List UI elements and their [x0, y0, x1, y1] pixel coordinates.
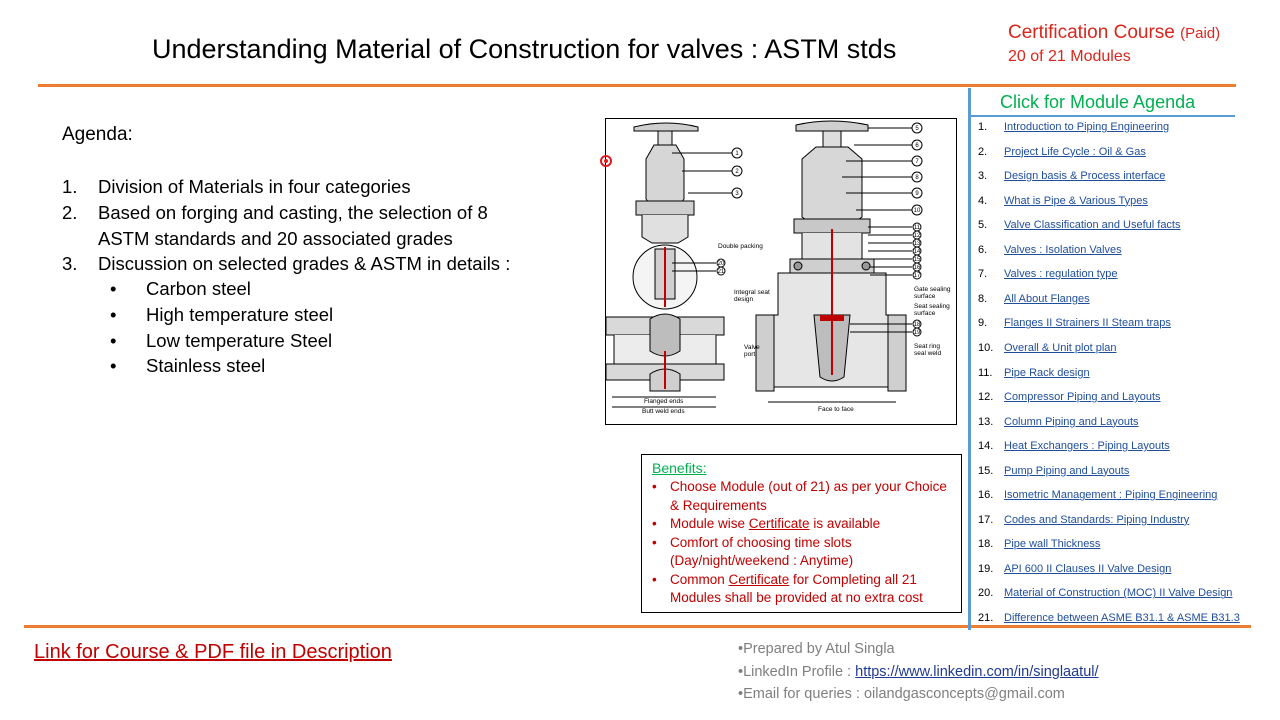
label-integral-seat-2: design — [734, 296, 754, 303]
label-seat-ring-2: seal weld — [914, 350, 942, 357]
module-number: 19. — [978, 562, 994, 575]
callout-label: 18 — [913, 322, 921, 328]
callout-label: 1 — [735, 151, 739, 157]
callout-label: 12 — [913, 233, 921, 239]
benefits-heading: Benefits: — [652, 460, 707, 476]
module-link[interactable]: Valve Classification and Useful facts — [1004, 219, 1181, 232]
agenda-text: ASTM standards and 20 associated grades — [98, 228, 453, 249]
module-number: 20. — [978, 587, 994, 600]
label-valve-port: Valve — [744, 344, 760, 351]
label-gate-sealing: Gate sealing — [914, 286, 951, 293]
callout-label: 11 — [913, 225, 921, 231]
bullet-dot-icon: • — [110, 355, 117, 376]
module-link[interactable]: What is Pipe & Various Types — [1004, 194, 1148, 207]
module-link[interactable]: API 600 II Clauses II Valve Design — [1004, 562, 1172, 575]
callout-label: 21 — [717, 269, 725, 275]
module-number: 1. — [978, 121, 988, 133]
label-valve-port-2: port — [744, 351, 756, 358]
label-double-packing: Double packing — [718, 243, 763, 250]
module-number: 16. — [978, 489, 994, 502]
module-link[interactable]: Pipe wall Thickness — [1004, 538, 1101, 551]
agenda-num: 2. — [62, 202, 78, 223]
certification-course-label — [1008, 22, 1220, 44]
module-number: 17. — [978, 513, 994, 526]
module-link[interactable]: All About Flanges — [1004, 292, 1090, 305]
benefits-list — [650, 478, 950, 608]
module-link[interactable]: Introduction to Piping Engineering — [1004, 121, 1170, 133]
bullet-dot-icon: • — [652, 534, 657, 550]
callout-label: 15 — [913, 257, 921, 263]
gate-valve-diagram — [605, 118, 957, 425]
label-seat-sealing: Seat sealing — [914, 303, 950, 310]
module-link[interactable]: Difference between ASME B31.1 & ASME B31.3 — [1004, 612, 1240, 624]
course-link-text[interactable]: Link for Course & PDF file in Description — [34, 641, 392, 663]
bullet-dot-icon: • — [110, 330, 117, 351]
module-link[interactable]: Pipe Rack design — [1004, 366, 1090, 379]
module-number: 14. — [978, 440, 994, 453]
callout-label: 5 — [915, 126, 919, 132]
bullet-dot-icon: • — [110, 278, 117, 299]
benefits-box — [641, 454, 962, 613]
bullet-text: Stainless steel — [146, 355, 266, 376]
module-link[interactable]: Isometric Management : Piping Engineering — [1004, 489, 1218, 502]
linkedin-line — [738, 664, 1099, 680]
linkedin-link[interactable]: https://www.linkedin.com/in/singlaatul/ — [855, 664, 1099, 680]
module-number: 6. — [978, 243, 988, 256]
module-number: 4. — [978, 194, 988, 207]
module-number: 10. — [978, 341, 994, 354]
bullet-dot-icon: • — [652, 571, 657, 587]
module-link[interactable]: Heat Exchangers : Piping Layouts — [1004, 440, 1170, 453]
label-integral-seat: Integral seat — [734, 289, 770, 296]
module-number: 11. — [978, 366, 993, 379]
page-title: Understanding Material of Construction for valves : ASTM stds — [152, 34, 897, 64]
callout-label: 6 — [915, 143, 919, 149]
callout-label: 2 — [735, 169, 739, 175]
bottom-divider — [24, 625, 1251, 628]
module-head-underline — [971, 115, 1235, 117]
module-link[interactable]: Project Life Cycle : Oil & Gas — [1004, 145, 1146, 158]
mouse-cursor-icon — [600, 155, 612, 167]
module-link[interactable]: Valves : Isolation Valves — [1004, 243, 1122, 256]
callout-label: 7 — [915, 159, 919, 165]
benefit-item: • Module wise Certificate is available — [650, 515, 950, 534]
email-line: •Email for queries : oilandgasconcepts@gmail.com — [738, 686, 1065, 702]
callout-label: 17 — [913, 273, 921, 279]
module-number: 7. — [978, 268, 988, 281]
module-number: 18. — [978, 538, 994, 551]
module-link[interactable]: Overall & Unit plot plan — [1004, 341, 1117, 354]
agenda-num: 3. — [62, 253, 78, 274]
label-seat-sealing-2: surface — [914, 310, 936, 317]
agenda-text: Based on forging and casting, the selection of 8 — [98, 202, 488, 223]
bullet-text: Low temperature Steel — [146, 330, 333, 351]
callout-label: 10 — [913, 208, 921, 214]
module-link[interactable]: Codes and Standards: Piping Industry — [1004, 513, 1190, 526]
callout-label: 19 — [913, 330, 921, 336]
agenda-text: Division of Materials in four categories — [98, 176, 411, 197]
bullet-dot-icon: • — [110, 304, 117, 325]
benefit-item: • Choose Module (out of 21) as per your Choice & Requirements — [652, 479, 947, 513]
bullet-dot-icon: • — [652, 479, 657, 494]
benefit-item: • Comfort of choosing time slots (Day/night/weekend : Anytime) — [652, 534, 854, 568]
module-number: 8. — [978, 292, 988, 305]
label-butt-weld-ends: Butt weld ends — [642, 408, 685, 415]
module-agenda-heading[interactable]: Click for Module Agenda — [1000, 92, 1196, 112]
benefit-item: • Common Certificate for Completing all 21 Modules shall be provided at no extra cost — [652, 571, 923, 605]
callout-label: 16 — [913, 265, 921, 271]
bullet-dot-icon: • — [652, 516, 657, 531]
bullet-text: High temperature steel — [146, 304, 334, 325]
label-seat-ring: Seat ring — [914, 343, 941, 350]
cert-modules-count: 20 of 21 Modules — [1008, 48, 1131, 65]
agenda-text: Discussion on selected grades & ASTM in details : — [98, 253, 511, 274]
module-panel-divider — [968, 88, 971, 630]
module-number: 21. — [978, 612, 994, 624]
prepared-by: •Prepared by Atul Singla — [738, 641, 895, 657]
certificate-link: Certificate — [748, 516, 810, 531]
callout-label: 20 — [717, 261, 725, 267]
cert-paid: (Paid) — [1180, 25, 1221, 42]
callout-label: 14 — [913, 249, 921, 255]
agenda-num: 1. — [62, 176, 78, 197]
linkedin-label: •LinkedIn Profile : — [738, 664, 856, 680]
module-number: 13. — [978, 415, 994, 428]
module-link[interactable]: Material of Construction (MOC) II Valve Design — [1004, 587, 1233, 600]
label-gate-sealing-2: surface — [914, 293, 936, 300]
callout-label: 9 — [915, 191, 919, 197]
module-link[interactable]: Flanges II Strainers II Steam traps — [1004, 317, 1171, 330]
module-number: 2. — [978, 145, 988, 158]
agenda-heading: Agenda: — [62, 124, 133, 145]
module-number: 3. — [978, 170, 988, 183]
module-number: 12. — [978, 391, 994, 404]
module-link[interactable]: Design basis & Process interface — [1004, 170, 1166, 183]
module-number: 5. — [978, 219, 988, 232]
callout-label: 8 — [915, 175, 919, 181]
label-flanged-ends: Flanged ends — [644, 398, 684, 405]
callout-label: 3 — [735, 191, 739, 197]
bullet-text: Carbon steel — [146, 278, 251, 299]
cert-main: Certification Course — [1008, 22, 1175, 43]
module-link[interactable]: Compressor Piping and Layouts — [1004, 391, 1161, 404]
module-number: 15. — [978, 464, 994, 477]
module-number: 9. — [978, 317, 988, 330]
module-link[interactable]: Column Piping and Layouts — [1004, 415, 1139, 428]
module-link[interactable]: Pump Piping and Layouts — [1004, 464, 1130, 477]
top-divider — [38, 84, 1236, 87]
label-face-to-face: Face to face — [818, 406, 854, 413]
callout-label: 13 — [913, 241, 921, 247]
module-link[interactable]: Valves : regulation type — [1004, 268, 1118, 281]
certificate-link: Certificate — [728, 571, 790, 587]
